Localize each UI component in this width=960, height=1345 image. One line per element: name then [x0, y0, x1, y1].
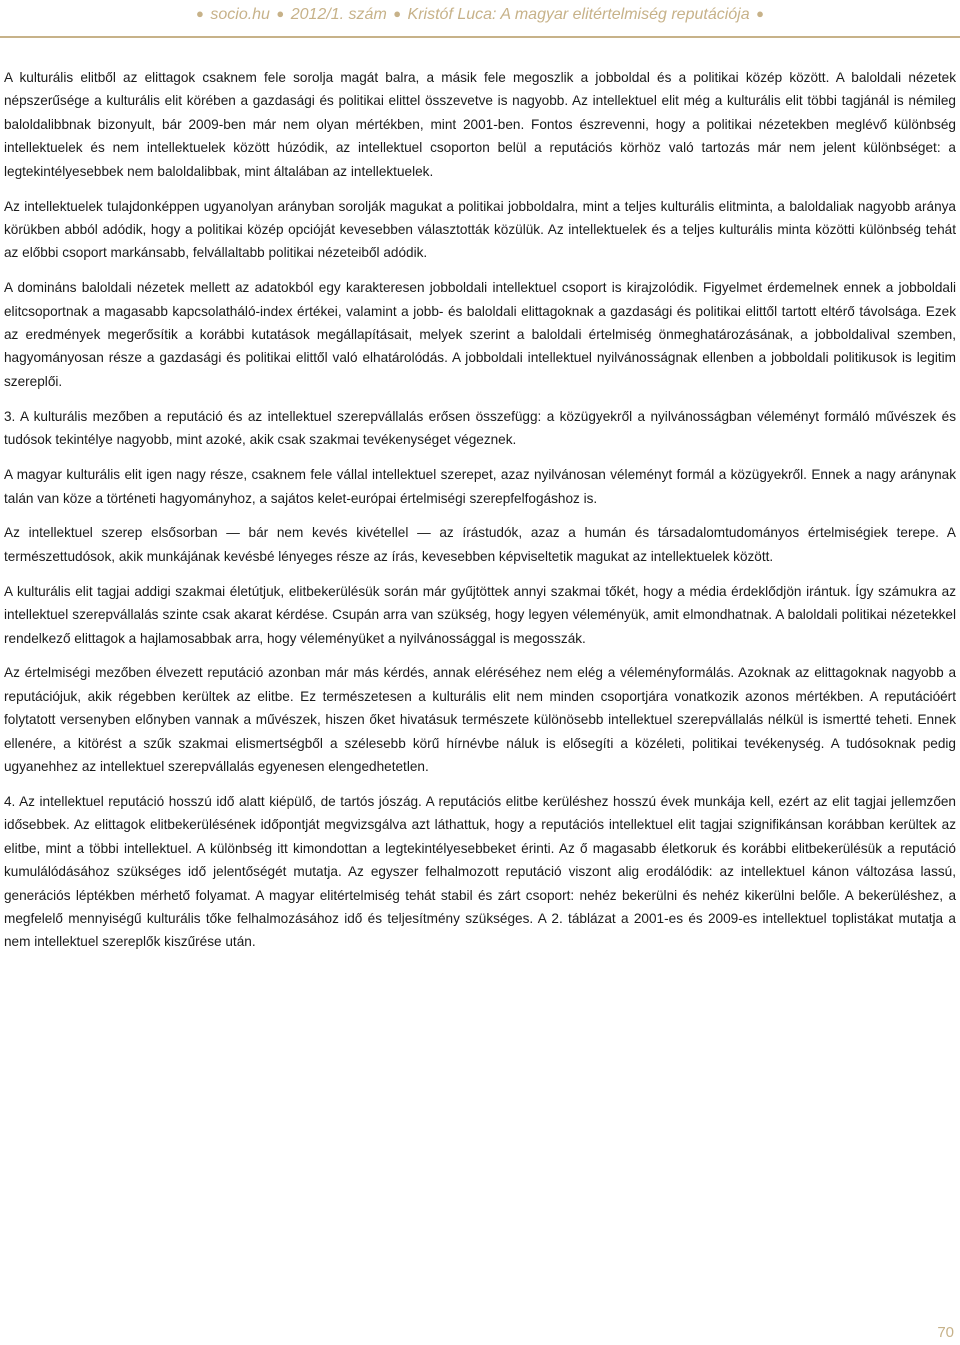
bullet-icon: ●	[276, 6, 285, 21]
page-number: 70	[937, 1324, 954, 1341]
paragraph: A kulturális elitből az elittagok csaknem fele sorolja magát balra, a másik fele megoszlik a jobboldal és a politikai közép között. A baloldali nézetek népszerűsége a kulturális elit körében a gazdasági és politikai elittel összevetve is nagyobb. Az intellektuel elit még a kulturális elit többi tagjánál is némileg baloldalibbnak bizonyult, bár 2009-ben már nem olyan mértékben, mint 2001-ben. Fontos észrevenni, hogy a politikai nézetekben meglévő különbség intellektuelek és nem intellektuelek között húzódik, az intellektuel csoporton belül a reputációs körhöz való tartozás már nem jelent különbséget: a legtekintélyesebbek nem baloldalibbak, mint általában az intellektuelek.	[4, 70, 956, 179]
paragraph: 3. A kulturális mezőben a reputáció és az intellektuel szerepvállalás erősen összefügg: a közügyekről a nyilvánosságban véleményt formáló művészek és tudósok tekintélye nagyobb, mint azoké, akik csak szakmai tevékenységet végeznek.	[4, 408, 956, 448]
paragraph: Az intellektuel szerep elsősorban — bár nem kevés kivétellel — az írástudók, azaz a humán és társadalomtudományos értelmiségiek terepe. A természettudósok, akik munkájának kevésbé lényeges része az írás, kevesebben képviseltetik magukat az intellektuelek között.	[4, 525, 956, 564]
bullet-icon: ●	[196, 6, 204, 21]
paragraph: Az értelmiségi mezőben élvezett reputáció azonban már más kérdés, annak eléréséhez nem elég a véleményformálás. Azoknak az elittagoknak nagyobb a reputációjuk, akik régebben kerültek az elitbe. Ez természetesen a kulturális elit nem minden csoportjára vonatkozik azonos mértékben. A reputációért folytatott versenyben előnyben vannak a művészek, hiszen őket hivatásuk természete különösebb intellektuel szerepvállalás nélkül is ismertté teheti. Ennek ellenére, a kitörést a szűk szakmai elismertségből a szélesebb körű hírnévbe náluk is elősegíti a közéleti, politikai tevékenység. A tudósoknak pedig ugyanehhez az intellektuel szerepvállalás egyenesen elengedhetetlen.	[4, 665, 956, 775]
header-issue: 2012/1. szám	[290, 6, 387, 23]
header-author-title: Kristóf Luca: A magyar elitértelmiség reputációja	[407, 6, 750, 23]
paragraph: 4. Az intellektuel reputáció hosszú idő alatt kiépülő, de tartós jószág. A reputációs elitbe kerüléshez hosszú évek munkája kell, ezért az elit tagjai jellemzően idősebbek. Az elittagok elitbekerülésének időpontját megvizsgálva azt láthattuk, hogy a reputációs intellektuel elit tagjai szignifikánsan korábban kerültek az elitbe, mint a többi intellektuel. A különbség itt kimondottan a legtekintélyesebbeket érinti. Az ő magasabb életkoruk és korábbi elitbekerülésük a reputáció kumulálódásához szükséges idő jelentőségét mutatja. Az egyszer felhalmozott reputáció viszont alig erodálódik: az intellektuel kánon változása lassú, generációs léptékben mérhető folyamat. A magyar elitértelmiség tehát stabil és zárt csoport: nehéz bekerülni és nehéz kikerülni belőle. A bekerüléshez, a megfelelő mennyiségű kulturális tőke felhalmozásához idő és teljesítmény szükséges. A 2. táblázat a 2001-es és 2009-es intellektuel toplistákat mutatja a nem intellektuel szereplők kiszűrése után.	[4, 793, 956, 950]
paragraph: A kulturális elit tagjai addigi szakmai életútjuk, elitbekerülésük során már gyűjtöttek annyi szakmai tőkét, hogy a média érdeklődjön irántuk. Így számukra az intellektuel szerepvállalás szinte csak akarat kérdése. Csupán arra van szükség, hogy legyen véleményük, amit elmondhatnak. A baloldali politikai nézetekkel rendelkező elittagok a hajlamosabbak arra, hogy véleményüket a nyilvánossággal is megosszák.	[4, 583, 956, 646]
bullet-icon: ●	[756, 6, 764, 21]
paragraph: A magyar kulturális elit igen nagy része, csaknem fele vállal intellektuel szerepet, azaz nyilvánosan véleményt formál a közügyekről. Ennek a nagy aránynak talán van köze a történeti hagyományhoz, a sajátos kelet-európai értelmiségi szerepfelfogáshoz is.	[4, 467, 956, 506]
header-site: socio.hu	[210, 6, 270, 23]
paragraph: Az intellektuelek tulajdonképpen ugyanolyan arányban sorolják magukat a politikai jobboldalra, mint a teljes kulturális elitminta, a baloldaliak nagyobb aránya körükben abból adódik, hogy a politikai közép opcióját kevesebben választották közülük. Az intellektuelek és a teljes kulturális minta közötti különbség tehát az előbbi csoport markánsabb, felvállaltabb politikai nézeteiből adódik.	[4, 198, 956, 261]
bullet-icon: ●	[393, 6, 402, 21]
article-body	[4, 66, 956, 965]
running-header	[0, 6, 960, 24]
paragraph: A domináns baloldali nézetek mellett az adatokból egy karakteresen jobboldali intellektuel csoport is kirajzolódik. Figyelmet érdemelnek ennek a jobboldali elitcsoportnak a magasabb kapcsolatháló-index értékei, valamint a jobb- és baloldali elittagoknak a gazdasági és politikai elittől tartott eltérő távolsága. Ezek az eredmények megerősítik a korábbi kutatások megállapításait, melyek szerint a baloldali értelmiség önmeghatározásának, a jobboldalival szemben, hagyományosan része a gazdasági és politikai elittől való elhatárolódás. A jobboldali intellektuel nyilvánosságnak ellenben a jobboldali politikusok is legitim szereplői.	[4, 280, 956, 389]
header-divider	[0, 36, 960, 38]
